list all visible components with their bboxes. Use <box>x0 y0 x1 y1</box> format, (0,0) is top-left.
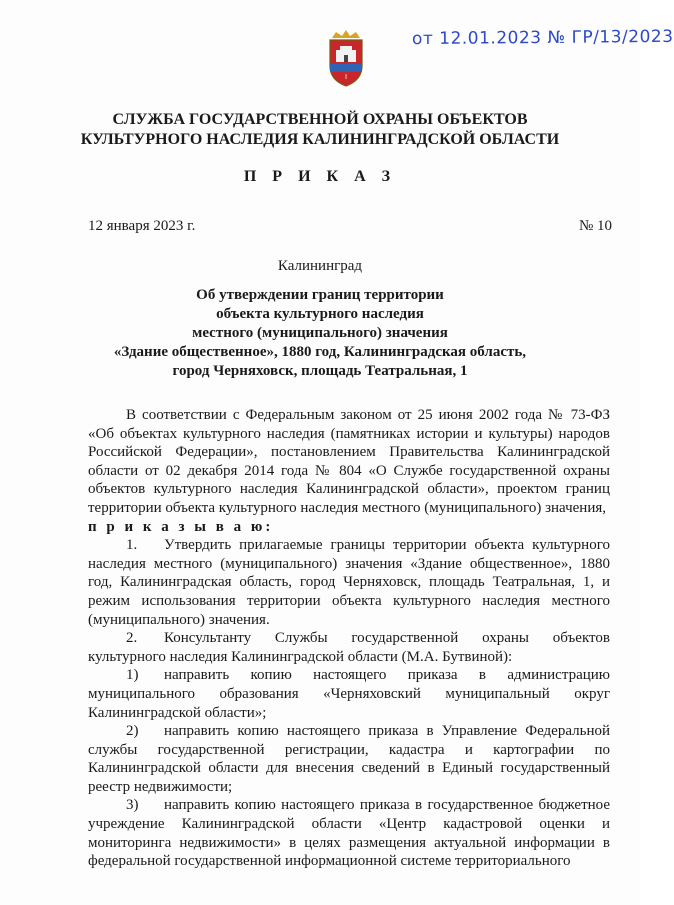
title-line: город Черняховск, площадь Театральная, 1 <box>172 363 468 379</box>
item-text: Утвердить прилагаемые границы территории объекта культурного наследия местного (муниципального) значения «Здание общественное», 1880 год, Калининградская область, город Черняховск, площадь Театральная, 1, и режим использования территории объекта культурного наследия местного (муниципального) значения. <box>88 537 610 628</box>
preamble-paragraph: В соответствии с Федеральным законом от 25 июня 2002 года № 73-ФЗ «Об объектах культурного наследия (памятниках истории и культуры) народов Российской Федерации», постановлением Правительства Калининградской области от 02 декабря 2014 года № 804 «О Службе государственной охраны объектов культурного наследия Калининградской области», проектом границ территории объекта культурного наследия местного (муниципального) значения, <box>88 407 610 516</box>
item-2 <box>88 629 610 666</box>
agency-line: КУЛЬТУРНОГО НАСЛЕДИЯ КАЛИНИНГРАДСКОЙ ОБЛАСТИ <box>80 131 560 148</box>
kaliningrad-coat-of-arms-icon <box>322 28 370 88</box>
subitem-2 <box>88 722 610 796</box>
document-type: П Р И К А З <box>243 168 397 185</box>
item-number: 2. <box>126 630 138 647</box>
subitem-number: 2) <box>126 723 139 740</box>
subitem-text: направить копию настоящего приказа в Управление Федеральной службы государственной регистрации, кадастра и картографии по Калининградской области для внесения сведений в Единый государственный реестр недвижимости; <box>88 723 610 795</box>
registration-stamp: от 12.01.2023 № ГР/13/2023 <box>411 26 674 50</box>
title-line: «Здание общественное», 1880 год, Калининградская область, <box>113 344 527 360</box>
decree-word-text: п р и к а з ы в а ю: <box>88 518 274 535</box>
decree-word <box>88 518 610 537</box>
agency-name <box>0 110 640 150</box>
item-number: 1. <box>126 537 138 554</box>
subitem-number: 1) <box>126 667 139 684</box>
order-date: 12 января 2023 г. <box>88 218 196 234</box>
subitem-3 <box>88 796 610 870</box>
subitem-1 <box>88 666 610 722</box>
title-line: объекта культурного наследия <box>216 306 424 322</box>
title-line: Об утверждении границ территории <box>196 287 444 303</box>
item-1 <box>88 536 610 629</box>
city-name: Калининград <box>277 258 363 274</box>
order-title <box>0 286 640 381</box>
subitem-number: 3) <box>126 797 139 814</box>
svg-text:I: I <box>344 73 348 81</box>
order-number: № 10 <box>578 218 612 234</box>
subitem-text: направить копию настоящего приказа в администрацию муниципального образования «Черняховский муниципальный округ Калининградской области»; <box>88 667 610 721</box>
order-body <box>88 406 610 871</box>
subitem-text: направить копию настоящего приказа в государственное бюджетное учреждение Калининградской области «Центр кадастровой оценки и мониторинга недвижимости» в целях размещения актуальной информации в федеральной государственной информационной системе территориального <box>88 797 610 870</box>
agency-line: СЛУЖБА ГОСУДАРСТВЕННОЙ ОХРАНЫ ОБЪЕКТОВ <box>112 111 528 128</box>
item-text: Консультанту Службы государственной охраны объектов культурного наследия Калининградской области (М.А. Бутвиной): <box>88 630 610 665</box>
title-line: местного (муниципального) значения <box>192 325 448 341</box>
